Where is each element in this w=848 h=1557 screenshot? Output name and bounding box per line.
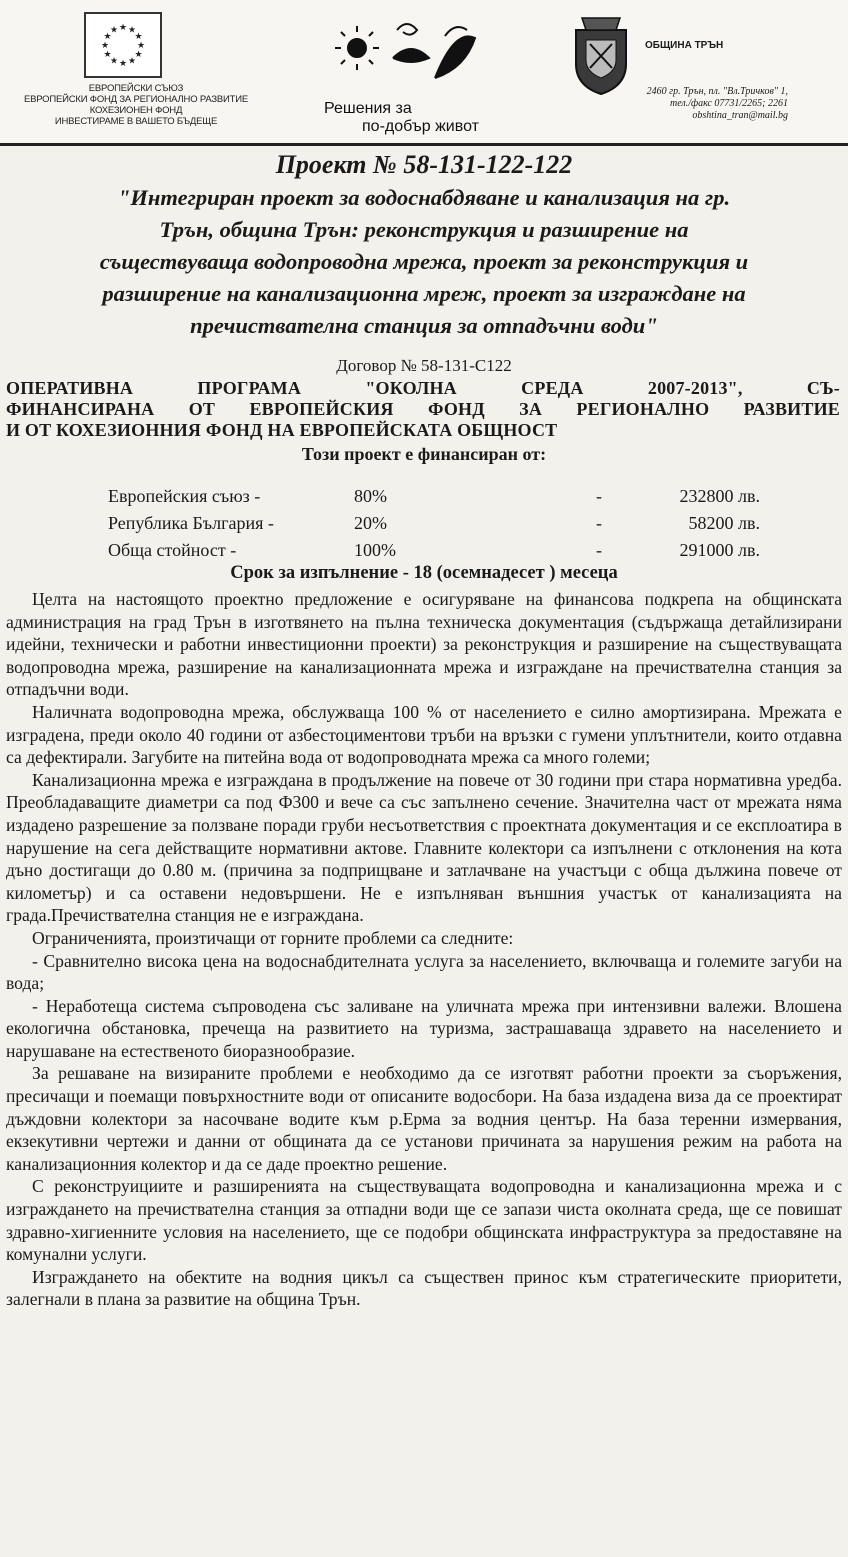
svg-text:★: ★ (118, 59, 128, 69)
program-line: ОПЕРАТИВНА ПРОГРАМА "ОКОЛНА СРЕДА 2007-2013", СЪ- (6, 378, 840, 398)
project-title-line: Трън, община Трън: реконструкция и разширение на (159, 217, 689, 242)
contact-email: obshtina_tran@mail.bg (692, 110, 788, 121)
svg-text:★: ★ (127, 56, 137, 67)
contact-address: 2460 гр. Трън, пл. "Вл.Тричков" 1, (646, 86, 788, 97)
contract-number: Договор № 58-131-С122 (336, 356, 512, 375)
funding-percent: 20% (354, 513, 387, 533)
eu-flag-logo (84, 12, 162, 78)
letterhead (0, 0, 848, 146)
funding-dash: - (596, 540, 602, 560)
slogan-line: по-добър живот (362, 118, 479, 135)
body-paragraph: Целта на настоящото проектно предложение е осигуряване на финансова подкрепа на общинската администрация на град Трън в изготвянето на пълна техническа документация (съдържаща детайлизирани идейни, технически и работни инвестиционни проекти) за реконструкция и разширение на съществуващата водопроводна мрежа, разширение на канализационната мрежа и изграждане на пречиствателна станция за отпадъчни води. (6, 589, 842, 700)
municipality-contact (588, 86, 788, 122)
svg-text:★: ★ (109, 25, 119, 36)
project-title-line: съществуваща водопроводна мрежа, проект за реконструкция и (99, 249, 749, 274)
funding-amount: 291000 лв. (679, 540, 760, 560)
svg-text:★: ★ (134, 32, 143, 42)
document-body (6, 588, 842, 1311)
body-paragraph: За решаване на визираните проблеми е необходимо да се изготвят работни проекти за съоръжения, пресичащи и поемащи повърхностните води от описаните водосбори. На база издадена виза да се проектират дъждовни колектори за насочване водите към р.Ерма за водния център. На база теренни измервания, екзекутивни чертежи и данни от общината да се установи причината за нарушения режим на работа на канализационния колектор и да се даде проектно решение. (6, 1063, 842, 1174)
body-paragraph: Изграждането на обектите на водния цикъл са съществен принос към стратегическите приоритети, залегнали в плана за развитие на община Трън. (6, 1266, 842, 1310)
project-title-line: разширение на канализационна мреж, проект за изграждане на (102, 281, 746, 306)
funding-dash: - (596, 513, 602, 533)
svg-text:★: ★ (134, 50, 143, 60)
body-paragraph: С реконструициите и разширенията на съществуващата водопроводна и канализационна мрежа и с изграждането на пречиствателна станция за отпадни води ще се запази чиста околната среда, ще се повишат здравно-хигиенните условия на населението, ще се подобри общинската инфраструктура за предоставяне на комунални услуги. (6, 1176, 842, 1265)
eu-caption-line: ЕВРОПЕЙСКИ СЪЮЗ (88, 83, 184, 94)
financed-by-heading: Този проект е финансиран от: (301, 444, 547, 464)
program-slogan (324, 100, 479, 136)
program-logo-icon (335, 8, 485, 96)
program-line: И ОТ КОХЕЗИОННИЯ ФОНД НА ЕВРОПЕЙСКАТА ОБЩНОСТ (6, 420, 558, 440)
funding-percent: 100% (354, 540, 396, 560)
contact-phone: тел./факс 07731/2265; 2261 (670, 98, 788, 109)
svg-text:★: ★ (127, 25, 137, 36)
slogan-line: Решения за (324, 100, 412, 117)
project-title-block (0, 148, 848, 342)
svg-text:★: ★ (100, 41, 110, 51)
svg-text:★: ★ (136, 41, 146, 51)
funding-source: Обща стойност - (108, 540, 237, 560)
project-title-line: пречиствателна станция за отпадъчни води" (190, 313, 658, 338)
svg-text:★: ★ (118, 23, 128, 33)
eu-caption-line: КОХЕЗИОНЕН ФОНД (89, 105, 183, 116)
body-paragraph: - Неработеща система съпроводена със заливане на уличната мрежа при интензивни валежи. Влошена екологична обстановка, пречеща на развитието на туризма, застрашаваща здравето на населението и нарушаване на естественото биоразнообразие. (6, 995, 842, 1061)
funding-amount: 232800 лв. (679, 486, 760, 506)
body-paragraph: Наличната водопроводна мрежа, обслужваща 100 % от населението е силно амортизирана. Мрежата е изградена, преди около 40 години от азбестоциментови тръби на връзки с гумени уплътнители, които отдавна са дефектирали. Загубите на питейна вода от водопроводната мрежа са много големи; (6, 701, 842, 768)
project-title-line: "Интегриран проект за водоснабдяване и канализация на гр. (117, 185, 731, 210)
funding-amount: 58200 лв. (688, 513, 760, 533)
body-paragraph: - Сравнително висока цена на водоснабдителната услуга за населението, включваща и големите загуби на вода; (6, 950, 842, 994)
funding-row (108, 513, 768, 540)
body-paragraph: Ограниченията, произтичащи от горните проблеми са следните: (32, 927, 514, 948)
project-term: Срок за изпълнение - 18 (осемнадесет ) месеца (230, 563, 618, 583)
body-paragraph: Канализационна мрежа е изграждана в продължение на повече от 30 години при стара нормативна уредба. Преобладаващите диаметри са под Ф300 и вече са със запълнено сечение. Значителна част от мрежата няма издадено разрешение за ползване поради груби несъответствия с проектната документация и се експлоатира в нарушение на сега действащите нормативни актове. Главните колектори са изпълнени с отклонения на кота дъно достигащи до 0.80 м. (причина за подприщване и затлачване на участъци с обща дължина повече от километър) и са оставени недовършени. Не е изпълняван външния участък от канализацията на града.Пречиствателна станция не е изграждана. (6, 769, 842, 926)
program-line: ФИНАНСИРАНА ОТ ЕВРОПЕЙСКИЯ ФОНД ЗА РЕГИОНАЛНО РАЗВИТИЕ (6, 399, 840, 419)
municipality-name: ОБЩИНА ТРЪН (645, 40, 724, 51)
svg-text:★: ★ (109, 56, 119, 67)
eu-caption-line: ИНВЕСТИРАМЕ В ВАШЕТО БЪДЕЩЕ (54, 116, 218, 127)
funding-percent: 80% (354, 486, 387, 506)
funding-source: Европейския съюз - (108, 486, 261, 506)
svg-text:★: ★ (103, 32, 112, 42)
eu-caption (0, 83, 272, 127)
funding-row (108, 486, 768, 513)
svg-text:★: ★ (103, 50, 112, 60)
eu-stars-icon (86, 14, 160, 76)
municipality-crest-icon (568, 10, 634, 98)
operational-program (6, 378, 840, 441)
eu-caption-line: ЕВРОПЕЙСКИ ФОНД ЗА РЕГИОНАЛНО РАЗВИТИЕ (23, 94, 249, 105)
funding-dash: - (596, 486, 602, 506)
funding-table (108, 486, 768, 567)
funding-source: Република България - (108, 513, 274, 533)
project-number: Проект № 58-131-122-122 (275, 150, 573, 179)
